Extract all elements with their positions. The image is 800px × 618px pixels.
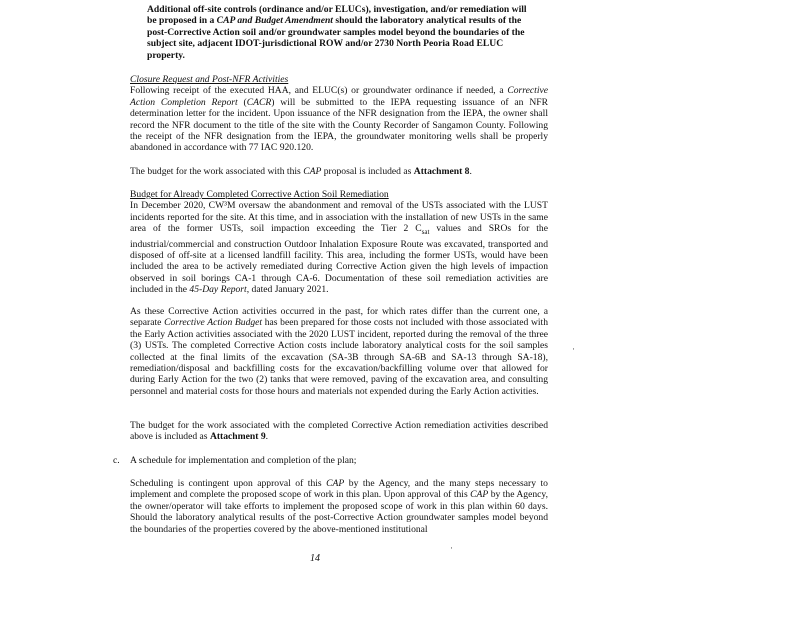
intro-paragraph: Additional off-site controls (ordinance and/or ELUCs), investigation, and/or remediation will be proposed in a CAP and Budget Amendment should the laboratory analytical results of the post-Corrective Action soil and/or groundwater samples model beyond the boundaries of the subject site, adjacent IDOT-jurisdictional ROW and/or 2730 North Peoria Road ELUC property.: [147, 4, 527, 61]
closure-section: [130, 74, 548, 154]
past-activities-paragraph: As these Corrective Action activities occurred in the past, for which rates differ than the current one, a separate Corrective Action Budget has been prepared for those costs not included with those associated with the Early Action activities associated with the 2020 LUST incident, reported during the removal of the three (3) USTs. The completed Corrective Action costs include laboratory analytical costs for the soil samples collected at the final limits of the excavation (SA-3B through SA-6B and SA-13 through SA-18), remediation/disposal and backfilling costs for the excavation/backfilling volume over that allowed for during Early Action for the two (2) tanks that were removed, paving of the excavation area, and consulting personnel and material costs for those hours and materials not expended during the Early Action activities.: [130, 306, 548, 397]
page-number: 14: [310, 553, 320, 564]
completed-paragraph: In December 2020, CW³M oversaw the abandonment and removal of the USTs associated with the LUST incidents reported for the site. At this time, and in association with the installation of new USTs in the same area of the former USTs, soil impaction exceeding the Tier 2 $C_{sat}$ values and SROs for the industrial/commercial and construction Outdoor Inhalation Exposure Route was excavated, transported and disposed of off-site at a licensed landfill facility. This area, including the former USTs, would have been included the area to be actively remediated during Corrective Action given the high levels of impaction observed in soil borings CA-1 through CA-6. Documentation of these soil remediation activities are included in the 45-Day Report, dated January 2021.: [130, 200, 548, 296]
closure-paragraph: Following receipt of the executed HAA, and ELUC(s) or groundwater ordinance if needed, a Corrective Action Completion Report (CACR) will be submitted to the IEPA requesting issuance of an NFR determination letter for the incident. Upon issuance of the NFR designation from the IEPA, the owner shall record the NFR document to the title of the site with the County Recorder of Sangamon County. Following the receipt of the NFR designation from the IEPA, the groundwater monitoring wells shall be properly abandoned in accordance with 77 IAC 920.120.: [130, 85, 548, 154]
completed-remediation-section: [130, 189, 548, 296]
stray-mark: ·: [450, 543, 453, 553]
budget-paragraph-2: The budget for the work associated with the completed Corrective Action remediation activities described above is included as Attachment 9.: [130, 420, 548, 443]
completed-heading: Budget for Already Completed Corrective Action Soil Remediation: [130, 189, 389, 200]
closure-heading: Closure Request and Post-NFR Activities: [130, 74, 289, 85]
item-c-label: c.: [113, 455, 120, 466]
item-c-text: A schedule for implementation and completion of the plan;: [130, 455, 357, 466]
schedule-paragraph: Scheduling is contingent upon approval of this CAP by the Agency, and the many steps necessary to implement and complete the proposed scope of work in this plan. Upon approval of this CAP by the Agency, the owner/operator will take efforts to implement the proposed scope of work in this plan within 60 days. Should the laboratory analytical results of the post-Corrective Action groundwater samples model beyond the boundaries of the properties covered by the above-mentioned institutional: [130, 478, 548, 535]
budget-paragraph-1: The budget for the work associated with this CAP proposal is included as Attachment 8.: [130, 166, 472, 177]
intro-line-1: Additional off-site controls (ordinance and/or ELUCs), investigation, and/or remediation will: [147, 4, 527, 15]
stray-mark: ·: [572, 344, 575, 354]
